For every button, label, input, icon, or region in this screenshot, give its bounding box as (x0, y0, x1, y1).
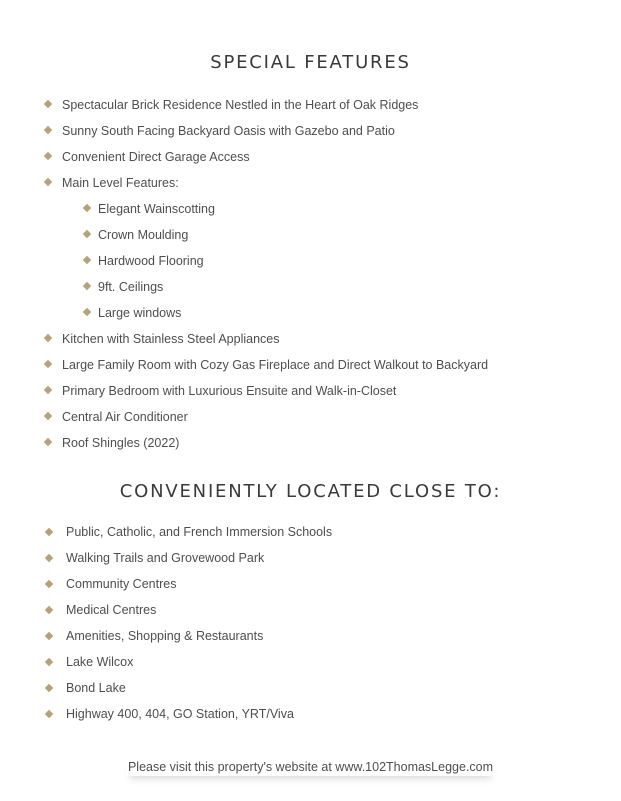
feature-text: Central Air Conditioner (62, 410, 188, 424)
feature-text: Sunny South Facing Backyard Oasis with Gazebo and Patio (62, 124, 395, 138)
feature-text: Elegant Wainscotting (98, 202, 215, 216)
diamond-bullet-icon (45, 710, 53, 718)
sub-list-item (44, 248, 488, 274)
list-item (44, 623, 332, 649)
feature-text: Primary Bedroom with Luxurious Ensuite and Walk-in-Closet (62, 384, 397, 398)
diamond-bullet-icon (44, 178, 52, 186)
list-item (44, 170, 488, 196)
nearby-text: Public, Catholic, and French Immersion Schools (66, 525, 333, 539)
list-item (44, 352, 488, 378)
diamond-bullet-icon (44, 126, 52, 134)
list-item (44, 545, 332, 571)
nearby-text: Highway 400, 404, GO Station, YRT/Viva (66, 707, 294, 721)
nearby-text: Lake Wilcox (66, 655, 134, 669)
sub-list-item (44, 196, 488, 222)
feature-text: Crown Moulding (98, 228, 189, 242)
list-item (44, 430, 488, 456)
special-features-list (44, 92, 488, 456)
diamond-bullet-icon (45, 554, 53, 562)
website-link[interactable]: Please visit this property's website at www.102ThomasLegge.com (127, 760, 494, 774)
feature-text: Convenient Direct Garage Access (62, 150, 250, 164)
list-item (44, 92, 488, 118)
list-item (44, 571, 332, 597)
feature-text: Kitchen with Stainless Steel Appliances (62, 332, 280, 346)
location-heading: CONVENIENTLY LOCATED CLOSE TO: (119, 481, 502, 502)
list-item (44, 519, 332, 545)
sub-list-item (44, 274, 488, 300)
special-features-heading: SPECIAL FEATURES (210, 52, 411, 73)
nearby-text: Bond Lake (66, 681, 126, 695)
feature-text: Large windows (98, 306, 182, 320)
diamond-bullet-icon (44, 412, 52, 420)
list-item (44, 404, 488, 430)
sub-list-item (44, 300, 488, 326)
feature-text: Spectacular Brick Residence Nestled in the Heart of Oak Ridges (62, 98, 419, 112)
diamond-bullet-icon (44, 152, 52, 160)
list-item (44, 118, 488, 144)
nearby-text: Amenities, Shopping & Restaurants (66, 629, 264, 643)
diamond-bullet-icon (44, 386, 52, 394)
diamond-bullet-icon (45, 632, 53, 640)
diamond-bullet-icon (44, 438, 52, 446)
list-item (44, 649, 332, 675)
diamond-bullet-icon (45, 580, 53, 588)
diamond-bullet-icon (45, 606, 53, 614)
feature-text: Large Family Room with Cozy Gas Fireplace and Direct Walkout to Backyard (62, 358, 489, 372)
feature-text: 9ft. Ceilings (98, 280, 164, 294)
diamond-bullet-icon (45, 684, 53, 692)
diamond-bullet-icon (45, 658, 53, 666)
diamond-bullet-icon (83, 256, 91, 264)
sub-list-item (44, 222, 488, 248)
list-item (44, 378, 488, 404)
list-item (44, 326, 488, 352)
feature-text: Roof Shingles (2022) (62, 436, 180, 450)
feature-text: Main Level Features: (62, 176, 179, 190)
diamond-bullet-icon (44, 360, 52, 368)
nearby-text: Community Centres (66, 577, 177, 591)
diamond-bullet-icon (45, 528, 53, 536)
diamond-bullet-icon (44, 100, 52, 108)
diamond-bullet-icon (44, 334, 52, 342)
feature-text: Hardwood Flooring (98, 254, 204, 268)
nearby-text: Walking Trails and Grovewood Park (66, 551, 265, 565)
footer (0, 760, 621, 776)
diamond-bullet-icon (83, 230, 91, 238)
diamond-bullet-icon (83, 204, 91, 212)
list-item (44, 675, 332, 701)
diamond-bullet-icon (83, 282, 91, 290)
list-item (44, 597, 332, 623)
list-item (44, 144, 488, 170)
nearby-text: Medical Centres (66, 603, 157, 617)
diamond-bullet-icon (83, 308, 91, 316)
list-item (44, 701, 332, 727)
nearby-list (44, 519, 332, 727)
